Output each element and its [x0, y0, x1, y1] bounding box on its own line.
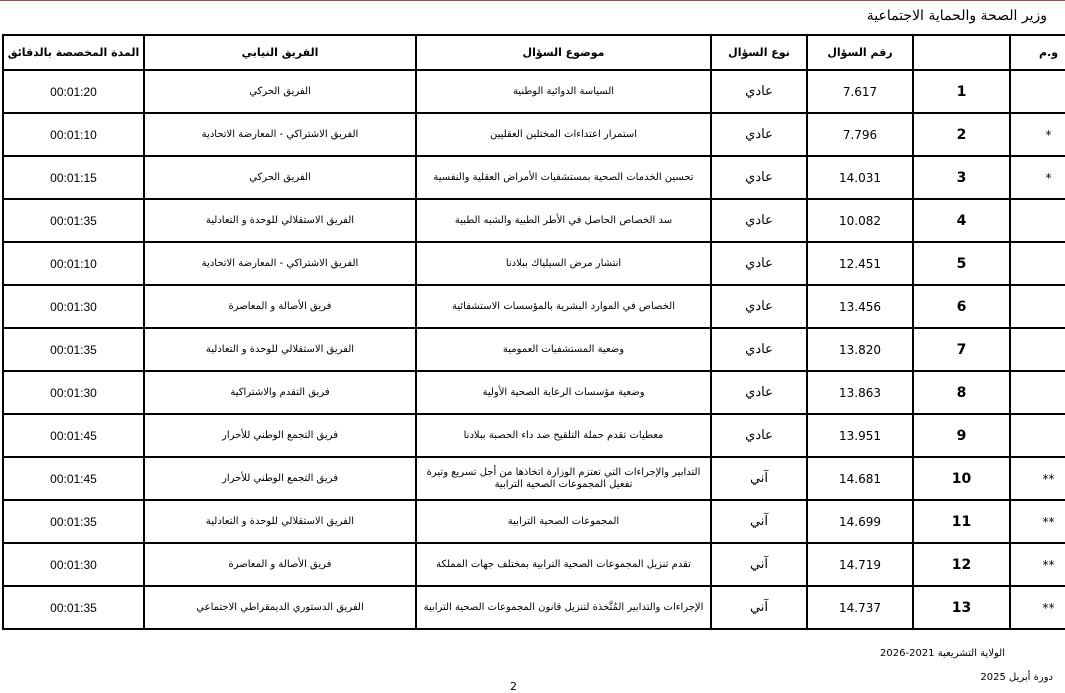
header-type: نوع السؤال	[711, 35, 807, 70]
page-number: 2	[510, 680, 517, 693]
cell-number: 3	[913, 156, 1010, 199]
table-row	[3, 543, 1065, 586]
cell-wm: **	[1010, 457, 1065, 500]
cell-team: الفريق الحركي	[144, 70, 416, 113]
legislative-term: الولاية التشريعية 2021-2026	[880, 648, 1005, 659]
cell-duration: 00:01:20	[3, 70, 144, 113]
cell-subject: استمرار اعتداءات المختلين العقليين	[416, 113, 711, 156]
cell-team: الفريق الاشتراكي - المعارضة الاتحادية	[144, 113, 416, 156]
cell-team: فريق التجمع الوطني للأحرار	[144, 414, 416, 457]
cell-subject: وضعية المستشفيات العمومية	[416, 328, 711, 371]
cell-subject: انتشار مرض السيلياك ببلادنا	[416, 242, 711, 285]
cell-question-no: 12.451	[807, 242, 913, 285]
table-row	[3, 414, 1065, 457]
cell-duration: 00:01:30	[3, 543, 144, 586]
header-subject: موضوع السؤال	[416, 35, 711, 70]
cell-duration: 00:01:45	[3, 414, 144, 457]
cell-question-no: 10.082	[807, 199, 913, 242]
cell-number: 5	[913, 242, 1010, 285]
table-row	[3, 113, 1065, 156]
cell-team: الفريق الاستقلالي للوحدة و التعادلية	[144, 199, 416, 242]
cell-number: 13	[913, 586, 1010, 629]
cell-question-no: 14.681	[807, 457, 913, 500]
cell-wm	[1010, 242, 1065, 285]
cell-team: فريق الأصالة و المعاصرة	[144, 285, 416, 328]
header-wm: و.م	[1010, 35, 1065, 70]
cell-wm: **	[1010, 586, 1065, 629]
cell-question-no: 13.456	[807, 285, 913, 328]
cell-number: 10	[913, 457, 1010, 500]
cell-duration: 00:01:45	[3, 457, 144, 500]
table-row	[3, 70, 1065, 113]
cell-team: الفريق الدستوري الديمقراطي الاجتماعي	[144, 586, 416, 629]
questions-table	[2, 34, 1065, 630]
cell-subject: تحسين الخدمات الصحية بمستشفيات الأمراض العقلية والنفسية	[416, 156, 711, 199]
cell-subject: التدابير والإجراءات التي تعتزم الوزارة اتخاذها من أجل تسريع وتيرة تفعيل المجموعات الصحية الترابية	[416, 457, 711, 500]
cell-type: عادي	[711, 328, 807, 371]
cell-number: 7	[913, 328, 1010, 371]
cell-number: 12	[913, 543, 1010, 586]
cell-duration: 00:01:35	[3, 199, 144, 242]
cell-wm	[1010, 328, 1065, 371]
cell-type: عادي	[711, 199, 807, 242]
cell-subject: المجموعات الصحية الترابية	[416, 500, 711, 543]
table-row	[3, 242, 1065, 285]
cell-subject: سد الخصاص الحاصل في الأطر الطبية والشبه الطبية	[416, 199, 711, 242]
table-row	[3, 156, 1065, 199]
cell-type: آني	[711, 543, 807, 586]
table-row	[3, 285, 1065, 328]
cell-team: الفريق الاستقلالي للوحدة و التعادلية	[144, 500, 416, 543]
cell-wm: **	[1010, 543, 1065, 586]
cell-question-no: 14.719	[807, 543, 913, 586]
cell-team: الفريق الحركي	[144, 156, 416, 199]
cell-number: 11	[913, 500, 1010, 543]
cell-number: 1	[913, 70, 1010, 113]
cell-type: آني	[711, 457, 807, 500]
cell-wm: *	[1010, 113, 1065, 156]
cell-type: عادي	[711, 285, 807, 328]
cell-team: فريق التقدم والاشتراكية	[144, 371, 416, 414]
cell-wm: *	[1010, 156, 1065, 199]
top-rule	[0, 0, 1065, 1]
cell-subject: تقدم تنزيل المجموعات الصحية الترابية بمختلف جهات المملكة	[416, 543, 711, 586]
cell-subject: الإجراءات والتدابير المُتَّخذة لتنزيل قانون المجموعات الصحية الترابية	[416, 586, 711, 629]
cell-subject: وضعية مؤسسات الرعاية الصحية الأولية	[416, 371, 711, 414]
cell-subject: السياسة الدوائية الوطنية	[416, 70, 711, 113]
cell-duration: 00:01:30	[3, 371, 144, 414]
cell-wm	[1010, 199, 1065, 242]
cell-type: عادي	[711, 242, 807, 285]
page-title: وزير الصحة والحماية الاجتماعية	[866, 8, 1047, 24]
cell-team: فريق الأصالة و المعاصرة	[144, 543, 416, 586]
cell-duration: 00:01:35	[3, 328, 144, 371]
header-duration: المدة المخصصة بالدقائق	[3, 35, 144, 70]
table-row	[3, 500, 1065, 543]
cell-type: عادي	[711, 70, 807, 113]
table-row	[3, 199, 1065, 242]
cell-subject: الخصاص في الموارد البشرية بالمؤسسات الاستشفائية	[416, 285, 711, 328]
cell-question-no: 7.796	[807, 113, 913, 156]
cell-wm	[1010, 414, 1065, 457]
table-row	[3, 457, 1065, 500]
cell-wm	[1010, 285, 1065, 328]
cell-duration: 00:01:15	[3, 156, 144, 199]
cell-type: عادي	[711, 156, 807, 199]
cell-type: عادي	[711, 414, 807, 457]
cell-question-no: 13.951	[807, 414, 913, 457]
table-row	[3, 371, 1065, 414]
cell-duration: 00:01:35	[3, 586, 144, 629]
cell-number: 4	[913, 199, 1010, 242]
table-row	[3, 586, 1065, 629]
cell-duration: 00:01:10	[3, 242, 144, 285]
cell-team: الفريق الاشتراكي - المعارضة الاتحادية	[144, 242, 416, 285]
cell-question-no: 13.820	[807, 328, 913, 371]
cell-wm	[1010, 70, 1065, 113]
cell-question-no: 13.863	[807, 371, 913, 414]
cell-question-no: 14.031	[807, 156, 913, 199]
header-number	[913, 35, 1010, 70]
cell-duration: 00:01:35	[3, 500, 144, 543]
cell-duration: 00:01:10	[3, 113, 144, 156]
cell-type: عادي	[711, 113, 807, 156]
cell-type: عادي	[711, 371, 807, 414]
cell-number: 2	[913, 113, 1010, 156]
cell-number: 8	[913, 371, 1010, 414]
cell-question-no: 14.737	[807, 586, 913, 629]
cell-wm	[1010, 371, 1065, 414]
cell-subject: معطيات تقدم حملة التلقيح ضد داء الحصبة ببلادنا	[416, 414, 711, 457]
header-question-no: رقم السؤال	[807, 35, 913, 70]
table-row	[3, 328, 1065, 371]
cell-question-no: 7.617	[807, 70, 913, 113]
cell-number: 6	[913, 285, 1010, 328]
session-label: دورة أبريل 2025	[980, 672, 1053, 683]
cell-number: 9	[913, 414, 1010, 457]
cell-team: فريق التجمع الوطني للأحرار	[144, 457, 416, 500]
cell-type: آني	[711, 586, 807, 629]
cell-type: آني	[711, 500, 807, 543]
table-header-row	[3, 35, 1065, 70]
cell-wm: **	[1010, 500, 1065, 543]
cell-team: الفريق الاستقلالي للوحدة و التعادلية	[144, 328, 416, 371]
header-team: الفريق النيابي	[144, 35, 416, 70]
cell-duration: 00:01:30	[3, 285, 144, 328]
cell-question-no: 14.699	[807, 500, 913, 543]
